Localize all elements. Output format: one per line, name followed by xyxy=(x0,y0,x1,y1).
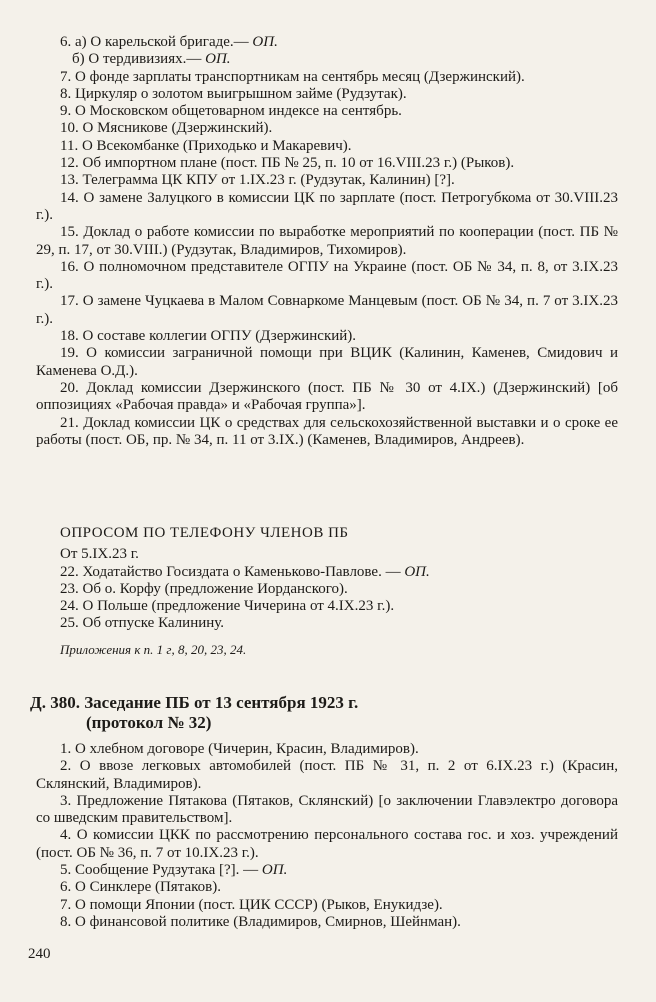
poll-items xyxy=(36,564,618,633)
agenda-item-text: 8. Циркуляр о золотом выигрышном займе (Рудзутак). xyxy=(60,85,407,102)
agenda-item-decision: ОП. xyxy=(261,862,288,879)
agenda-block-1 xyxy=(36,34,618,449)
agenda-item-text: 1. О хлебном договоре (Чичерин, Красин, Владимиров). xyxy=(60,741,419,757)
agenda-item-text: 24. О Польше (предложение Чичерина от 4.IX.23 г.). xyxy=(60,598,395,615)
agenda-item xyxy=(36,345,618,380)
agenda-item-text: 5. Сообщение Рудзутака [?]. — xyxy=(60,862,262,879)
agenda-item-text: 7. О фонде зарплаты транспортникам на сентябрь месяц (Дзержинский). xyxy=(60,68,525,85)
agenda-item-text: 15. Доклад о работе комиссии по выработке мероприятий по кооперации (пост. ПБ № 29, п. 17, от 30.VIII.) (Рудзутак, Владимиров, Тихомиров). xyxy=(36,224,618,258)
agenda-item-text: 10. О Мясникове (Дзержинский). xyxy=(60,120,273,137)
agenda-item xyxy=(36,758,618,793)
agenda-block-2 xyxy=(36,741,618,931)
agenda-item-text: 12. Об импортном плане (пост. ПБ № 25, п. 10 от 16.VIII.23 г.) (Рыков). xyxy=(60,155,515,172)
agenda-item-text: 4. О комиссии ЦКК по рассмотрению персонального состава гос. и хоз. учреждений (пост. ОБ № 36, п. 7 от 10.IX.23 г.). xyxy=(36,827,618,861)
agenda-item-text: 6. О Синклере (Пятаков). xyxy=(60,879,221,896)
poll-date: От 5.IX.23 г. xyxy=(60,546,139,563)
agenda-item-decision: ОП. xyxy=(205,51,231,68)
phone-poll-section xyxy=(36,525,618,658)
agenda-item-text: 14. О замене Залуцкого в комиссии ЦК по зарплате (пост. Петрогубкома от 30.VIII.23 г.). xyxy=(36,189,618,223)
agenda-item xyxy=(36,879,618,896)
agenda-item-text: 6. а) О карельской бригаде.— xyxy=(60,34,253,50)
agenda-item-text: 21. Доклад комиссии ЦК о средствах для сельскохозяйственной выставки и о сроке ее работы (пост. ОБ, пр. № 34, п. 11 от 3.IX.) (Каменев, Владимиров, Андреев). xyxy=(36,414,618,448)
document-heading xyxy=(30,693,620,733)
heading-line-1: Д. 380. Заседание ПБ от 13 сентября 1923 г. xyxy=(30,693,359,712)
agenda-item xyxy=(36,138,618,155)
agenda-item-text: 9. О Московском общетоварном индексе на сентябрь. xyxy=(60,103,402,120)
agenda-item xyxy=(36,155,618,172)
agenda-item xyxy=(36,598,618,615)
agenda-item xyxy=(36,224,618,259)
agenda-item-decision: ОП. xyxy=(252,34,278,50)
agenda-item-text: 11. О Всекомбанке (Приходько и Макаревич). xyxy=(60,137,352,154)
agenda-item-text: 23. Об о. Корфу (предложение Иорданского). xyxy=(60,580,348,597)
agenda-item-text: 17. О замене Чуцкаева в Малом Совнаркоме Манцевым (пост. ОБ № 34, п. 7 от 3.IX.23 г.). xyxy=(36,293,618,327)
agenda-item xyxy=(36,380,618,415)
agenda-item-text: 2. О ввозе легковых автомобилей (пост. ПБ № 31, п. 2 от 6.IX.23 г.) (Красин, Склянский, Владимиров). xyxy=(36,758,618,792)
agenda-item xyxy=(36,862,618,879)
agenda-item xyxy=(36,415,618,450)
agenda-item-text: 3. Предложение Пятакова (Пятаков, Склянский) [о заключении Главэлектро договора со шведским правительством]. xyxy=(36,792,618,827)
agenda-item xyxy=(36,897,618,914)
agenda-item xyxy=(36,581,618,598)
agenda-item-text: 18. О составе коллегии ОГПУ (Дзержинский). xyxy=(60,328,357,345)
agenda-item xyxy=(36,293,618,328)
agenda-item xyxy=(36,34,618,51)
agenda-item xyxy=(36,86,618,103)
agenda-item xyxy=(36,914,618,931)
agenda-item-text: 22. Ходатайство Госиздата о Каменьково-Павлове. — xyxy=(60,563,405,580)
page-number: 240 xyxy=(28,946,51,962)
appendix-note: Приложения к п. 1 г, 8, 20, 23, 24. xyxy=(60,641,247,657)
agenda-item xyxy=(36,69,618,86)
agenda-item-text: б) О тердивизиях.— xyxy=(72,51,206,68)
agenda-item xyxy=(36,103,618,120)
section-title: ОПРОСОМ ПО ТЕЛЕФОНУ ЧЛЕНОВ ПБ xyxy=(60,525,349,541)
agenda-item xyxy=(36,793,618,828)
agenda-item xyxy=(36,615,618,632)
agenda-item xyxy=(36,328,618,345)
agenda-item-text: 20. Доклад комиссии Дзержинского (пост. ПБ № 30 от 4.IX.) (Дзержинский) [об оппозициях «Рабочая правда» и «Рабочая группа»]. xyxy=(36,379,618,414)
agenda-item xyxy=(36,564,618,581)
agenda-item xyxy=(36,172,618,189)
agenda-item xyxy=(36,190,618,225)
agenda-item xyxy=(36,827,618,862)
agenda-item-text: 19. О комиссии заграничной помощи при ВЦИК (Калинин, Каменев, Смидович и Каменева О.Д.). xyxy=(36,345,618,379)
agenda-item xyxy=(36,259,618,294)
agenda-item-decision: ОП. xyxy=(404,563,430,580)
agenda-item-text: 25. Об отпуске Калинину. xyxy=(60,615,225,632)
agenda-item-text: 8. О финансовой политике (Владимиров, Смирнов, Шейнман). xyxy=(60,913,461,930)
agenda-item xyxy=(36,120,618,137)
agenda-item xyxy=(36,741,618,758)
agenda-item-text: 16. О полномочном представителе ОГПУ на Украине (пост. ОБ № 34, п. 8, от 3.IX.23 г.). xyxy=(36,258,618,293)
heading-line-2: (протокол № 32) xyxy=(86,713,212,732)
agenda-item xyxy=(36,51,618,68)
agenda-item-text: 13. Телеграмма ЦК КПУ от 1.IX.23 г. (Рудзутак, Калинин) [?]. xyxy=(60,172,455,189)
agenda-item-text: 7. О помощи Японии (пост. ЦИК СССР) (Рыков, Енукидзе). xyxy=(60,896,443,913)
